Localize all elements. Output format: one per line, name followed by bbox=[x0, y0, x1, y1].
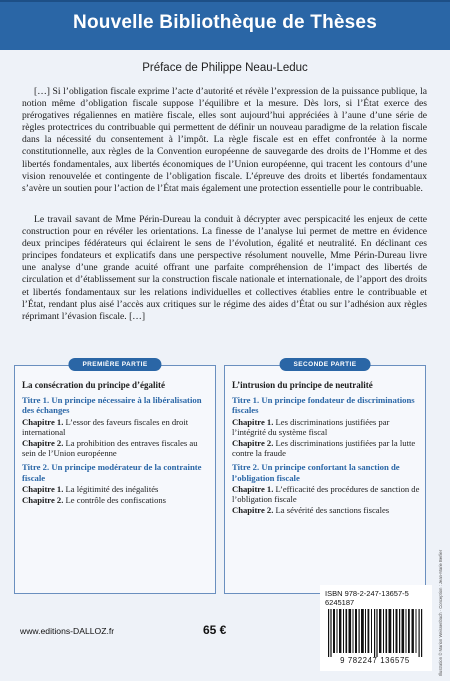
part1-title: La consécration du principe d’égalité bbox=[22, 380, 165, 390]
preface-author: Préface de Philippe Neau-Leduc bbox=[142, 62, 308, 74]
part1-t2-chapitre1 bbox=[22, 484, 210, 494]
part2-t2-chapitre1 bbox=[232, 484, 420, 504]
chapter-text: L’efficacité des procédures de sanction de l’obligation fiscale bbox=[232, 483, 420, 505]
collection-header bbox=[0, 0, 450, 50]
chapter-text: Les discriminations justifiées par l’intégrité du système fiscal bbox=[232, 416, 390, 437]
part2-t1-chapitre2 bbox=[232, 438, 420, 458]
chapter-text: L’essor des faveurs fiscales en droit international bbox=[22, 416, 189, 437]
isbn-number: ISBN 978-2-247-13657-5 bbox=[325, 589, 409, 598]
credits bbox=[438, 549, 448, 676]
chapter-label: Chapitre 1. bbox=[22, 483, 64, 494]
publisher-website[interactable]: www.editions-DALLOZ.fr bbox=[20, 626, 115, 636]
part2-tab: SECONDE PARTIE bbox=[280, 358, 371, 371]
preface-paragraph-2: Le travail savant de Mme Périn-Dureau la conduit à décrypter avec perspicacité les enjeux de cette construction pour en révéler les orientations. La finesse de l’analyse lui permet de mettre en évidence deux principes fédérateurs qui éclairent le sens de l’évolution, égalité et neutralité. En déclinant ces principes fondateurs et explicatifs dans une perspective résolument nouvelle, Mme Périn-Dureau livre une analyse d’une grande acuité offrant une parfaite compréhension de l’impact des libertés de circulation et d’établissement sur la construction fiscale nationale et internationale, de l’apport des droits et libertés fondamentaux sur les relations individuelles et collectives établies entre le contribuable et l’État, rendant plus aisé l’accès aux critiques sur le régime des aides d’État ou sur l’adhésion aux règles réprimant l’évasion fiscale. […] bbox=[22, 214, 427, 322]
part1-titre1: Titre 1. Un principe nécessaire à la libéralisation des échanges bbox=[22, 395, 202, 416]
part2-content bbox=[232, 380, 420, 515]
chapter-text: La sévérité des sanctions fiscales bbox=[273, 505, 390, 516]
chapter-label: Chapitre 2. bbox=[232, 505, 274, 516]
chapter-text: Le contrôle des confiscations bbox=[63, 495, 167, 506]
preface-paragraph-1: […] Si l’obligation fiscale exprime l’acte d’autorité et révèle l’expression de la puissance publique, la notion même d’obligation fiscale suppose l’équilibre et la mesure. Dès lors, si l’État exerce des prérogatives régaliennes en matière fiscale, elles sont aujourd’hui appréciées à l’aune d’une série de règles protectrices du contribuable qui permettent de définir un nouveau paradigme de la relation fiscale dans la nécessité du consentement à l’impôt. La règle fiscale est en effet confrontée à la norme constitutionnelle, aux règles de la Convention européenne de sauvegarde des droits de l’Homme et des libertés fondamentales, aux libertés économiques de l’Union européenne, qui tracent les contours d’une vision renouvelée et contingente de l’obligation fiscale. L’épreuve des droits et libertés fondamentaux s’avère un soutien pour l’action de l’État mais également une protection essentielle pour le contribuable. bbox=[22, 86, 427, 194]
part1-t2-chapitre2 bbox=[22, 495, 210, 505]
price: 65 € bbox=[203, 623, 227, 637]
part2-titre2: Titre 2. Un principe confortant la sanction de l’obligation fiscale bbox=[232, 462, 400, 483]
part2-titre1: Titre 1. Un principe fondateur de discriminations fiscales bbox=[232, 395, 415, 416]
part1-tab: PREMIÈRE PARTIE bbox=[68, 358, 161, 371]
chapter-text: Les discriminations justifiées par la lutte contre la fraude bbox=[232, 438, 416, 459]
part2-box bbox=[224, 361, 426, 594]
part2-title: L’intrusion du principe de neutralité bbox=[232, 380, 373, 390]
barcode-icon bbox=[328, 609, 424, 657]
product-code: 6245187 bbox=[325, 598, 355, 607]
part2-t2-chapitre2 bbox=[232, 505, 420, 515]
collection-title: Nouvelle Bibliothèque de Thèses bbox=[73, 12, 377, 33]
chapter-text: La légitimité des inégalités bbox=[63, 483, 159, 494]
part2-t1-chapitre1 bbox=[232, 417, 420, 437]
chapter-label: Chapitre 2. bbox=[22, 438, 64, 449]
part1-titre2: Titre 2. Un principe modérateur de la contrainte fiscale bbox=[22, 462, 202, 483]
chapter-label: Chapitre 1. bbox=[232, 483, 274, 494]
chapter-text: La prohibition des entraves fiscales au sein de l’Union européenne bbox=[22, 438, 198, 459]
chapter-label: Chapitre 1. bbox=[232, 416, 274, 427]
part1-t1-chapitre2 bbox=[22, 438, 210, 458]
credits-text: Illustration © Marion Weissenbach · Conception : Jean-Marie Berlier bbox=[438, 549, 443, 676]
part1-box bbox=[14, 361, 216, 594]
barcode-digits: 9 782247 136575 bbox=[340, 656, 410, 665]
part1-t1-chapitre1 bbox=[22, 417, 210, 437]
chapter-label: Chapitre 1. bbox=[22, 416, 64, 427]
isbn-barcode-panel bbox=[320, 585, 432, 671]
chapter-label: Chapitre 2. bbox=[232, 438, 274, 449]
chapter-label: Chapitre 2. bbox=[22, 495, 64, 506]
part1-content bbox=[22, 380, 210, 505]
